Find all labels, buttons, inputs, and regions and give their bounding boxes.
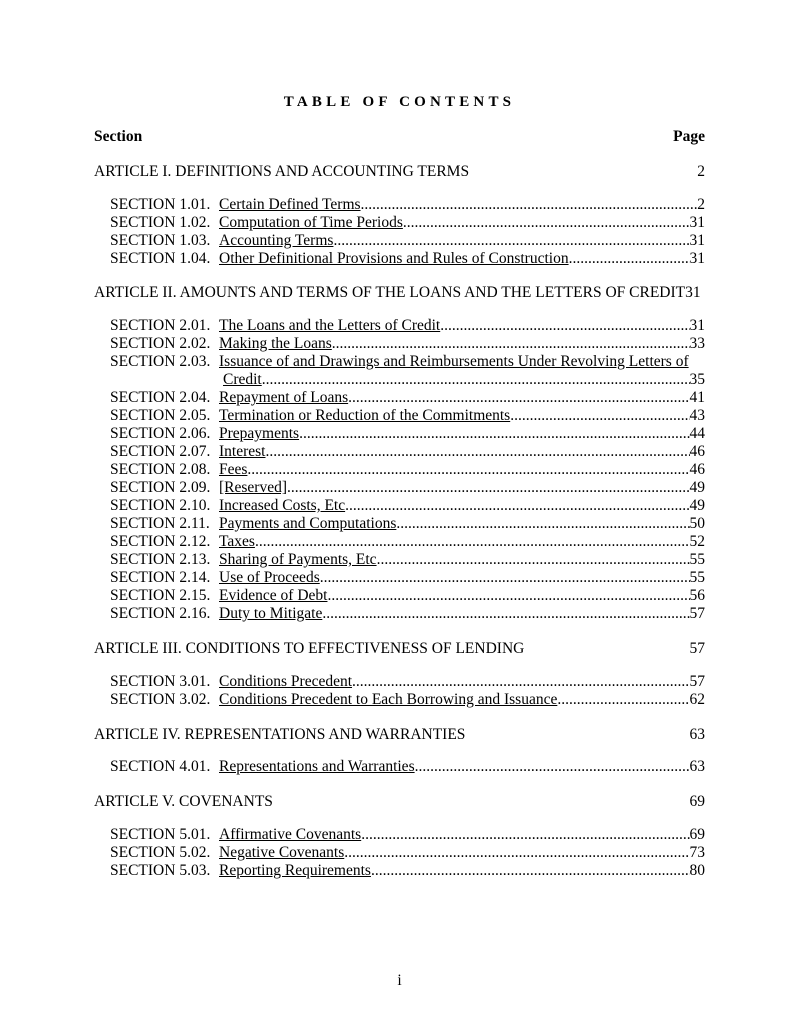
section-number: SECTION 2.05. (110, 407, 211, 424)
dot-leader (251, 461, 689, 479)
section-title-link[interactable]: Termination or Reduction of the Commitments (219, 407, 511, 424)
section-title-link[interactable]: Conditions Precedent (219, 673, 353, 690)
section-number: SECTION 2.01. (110, 317, 211, 334)
toc-entry[interactable] (110, 353, 705, 371)
dot-leader (400, 515, 689, 533)
toc-entry[interactable] (110, 533, 705, 551)
article-heading[interactable] (94, 162, 705, 181)
section-page: 57 (689, 673, 705, 690)
dot-leader (510, 407, 689, 425)
toc-entry[interactable] (110, 425, 705, 443)
section-trail: . (396, 515, 401, 532)
article-page: 69 (689, 793, 705, 810)
section-title-link[interactable]: Accounting Terms (219, 232, 334, 249)
section-number: SECTION 2.14. (110, 569, 211, 586)
dot-leader (561, 691, 689, 709)
section-title-link[interactable]: Sharing of Payments, Etc (219, 551, 377, 568)
section-page: 31 (689, 317, 705, 334)
toc-entry[interactable] (110, 844, 705, 862)
section-trail: . (352, 673, 356, 690)
dot-leader (361, 826, 689, 844)
section-title-link[interactable]: Negative Covenants (219, 844, 345, 861)
section-trail: . (568, 250, 573, 267)
article-heading[interactable] (94, 792, 705, 811)
page-number: i (397, 972, 402, 989)
section-title-link[interactable]: Duty to Mitigate (219, 605, 323, 622)
section-page: 35 (689, 371, 705, 388)
dot-leader (361, 196, 698, 214)
section-title-link[interactable]: Increased Costs, Etc (219, 497, 346, 514)
section-number: SECTION 4.01. (110, 758, 211, 775)
section-number: SECTION 2.10. (110, 497, 211, 514)
toc-entry[interactable] (110, 691, 705, 709)
dot-leader (320, 569, 690, 587)
section-number: SECTION 2.04. (110, 389, 211, 406)
section-number: SECTION 2.06. (110, 425, 211, 442)
toc-entry[interactable] (110, 587, 705, 605)
article-title: ARTICLE III. CONDITIONS TO EFFECTIVENESS OF LENDING (94, 640, 525, 657)
toc-entry[interactable] (110, 515, 705, 533)
toc-entry-continuation[interactable] (219, 371, 705, 389)
toc-entry[interactable] (110, 758, 705, 776)
page-title: TABLE OF CONTENTS (283, 94, 516, 110)
dot-leader (403, 214, 690, 232)
article-page: 2 (697, 163, 705, 180)
section-title-link[interactable]: Use of Proceeds (219, 569, 320, 586)
section-title-link[interactable]: Interest (219, 443, 266, 460)
toc-entry[interactable] (110, 497, 705, 515)
section-title-link[interactable]: Evidence of Debt (219, 587, 328, 604)
toc-entry[interactable] (110, 826, 705, 844)
section-page: 2 (697, 196, 705, 213)
section-page: 62 (689, 691, 705, 708)
toc-entry[interactable] (110, 407, 705, 425)
section-title-link[interactable]: Representations and Warranties (219, 758, 415, 775)
toc-entry[interactable] (110, 317, 705, 335)
toc-entry[interactable] (110, 862, 705, 880)
toc-entry[interactable] (110, 196, 705, 214)
section-number: SECTION 1.04. (110, 250, 211, 267)
toc-entry[interactable] (110, 250, 705, 268)
section-page: 80 (689, 862, 705, 879)
section-number: SECTION 2.11. (110, 515, 210, 532)
section-title-link[interactable]: Taxes (219, 533, 255, 550)
section-page: 56 (689, 587, 705, 604)
toc-entry[interactable] (110, 605, 705, 623)
article-heading[interactable] (94, 639, 705, 658)
dot-leader (265, 443, 689, 461)
toc-entry[interactable] (110, 461, 705, 479)
section-page: 55 (689, 569, 705, 586)
section-title-link[interactable]: Certain Defined Terms (219, 196, 361, 213)
section-number: SECTION 2.13. (110, 551, 211, 568)
section-number: SECTION 2.15. (110, 587, 211, 604)
section-page: 63 (689, 758, 705, 775)
article-page: 57 (689, 640, 705, 657)
toc-entry[interactable] (110, 569, 705, 587)
section-number: SECTION 2.09. (110, 479, 211, 496)
article-title: ARTICLE V. COVENANTS (94, 793, 273, 810)
section-trail: . (348, 389, 353, 406)
section-number: SECTION 5.01. (110, 826, 211, 843)
dot-leader (327, 587, 689, 605)
toc-entry[interactable] (110, 232, 705, 250)
section-number: SECTION 2.02. (110, 335, 211, 352)
dot-leader (348, 844, 689, 862)
section-title-link[interactable]: Fees (219, 461, 248, 478)
section-number: SECTION 2.08. (110, 461, 211, 478)
article-heading[interactable] (94, 725, 705, 744)
dot-leader (262, 371, 690, 389)
page-column-header: Page (673, 128, 705, 145)
section-trail: . (370, 862, 375, 879)
dot-leader (255, 533, 690, 551)
section-number: SECTION 2.03. (110, 353, 211, 370)
section-page: 31 (689, 232, 705, 249)
dot-leader (287, 479, 690, 497)
section-number: SECTION 5.03. (110, 862, 211, 879)
toc-entry[interactable] (110, 335, 705, 353)
section-trail: . (557, 691, 562, 708)
section-number: SECTION 3.02. (110, 691, 211, 708)
toc-entry[interactable] (110, 673, 705, 691)
section-number: SECTION 5.02. (110, 844, 211, 861)
section-number: SECTION 1.01. (110, 196, 211, 213)
dot-leader (299, 425, 689, 443)
article-title: ARTICLE IV. REPRESENTATIONS AND WARRANTIES (94, 726, 466, 743)
section-title-link[interactable]: Prepayments (219, 425, 300, 442)
toc-entry[interactable] (110, 389, 705, 407)
section-number: SECTION 2.12. (110, 533, 211, 550)
section-number: SECTION 2.16. (110, 605, 211, 622)
section-title-link[interactable]: Conditions Precedent to Each Borrowing and Issuance (219, 691, 558, 708)
section-title-link[interactable]: [Reserved] (219, 479, 287, 496)
dot-leader (345, 497, 689, 515)
section-title-link[interactable]: Computation of Time Periods (219, 214, 403, 231)
section-trail: . (344, 844, 349, 861)
section-number: SECTION 1.02. (110, 214, 211, 231)
toc-entry[interactable] (110, 443, 705, 461)
section-title-link[interactable]: Repayment of Loans (219, 389, 349, 406)
toc-entry[interactable] (110, 214, 705, 232)
section-number: SECTION 3.01. (110, 673, 211, 690)
section-page: 46 (689, 461, 705, 478)
section-title-link[interactable]: Credit (223, 371, 262, 388)
section-column-header: Section (94, 128, 143, 145)
section-page: 44 (689, 425, 705, 442)
article-title: ARTICLE I. DEFINITIONS AND ACCOUNTING TERMS (94, 163, 470, 180)
article-page: 63 (689, 726, 705, 743)
section-title-link[interactable]: Payments and Computations (219, 515, 397, 532)
section-page: 46 (689, 443, 705, 460)
section-number: SECTION 1.03. (110, 232, 211, 249)
dot-leader (375, 862, 690, 880)
section-page: 55 (689, 551, 705, 568)
section-page: 50 (689, 515, 705, 532)
dot-leader (444, 317, 689, 335)
section-page: 31 (689, 214, 705, 231)
section-page: 31 (689, 250, 705, 267)
section-page: 43 (689, 407, 705, 424)
toc-entry[interactable] (110, 479, 705, 497)
section-title-link[interactable]: Issuance of and Drawings and Reimbursements Under Revolving Letters of (219, 353, 689, 370)
dot-leader (356, 673, 690, 691)
dot-leader (572, 250, 689, 268)
section-page: 52 (689, 533, 705, 550)
section-page: 33 (689, 335, 705, 352)
dot-leader (352, 389, 689, 407)
section-title-link[interactable]: Making the Loans (219, 335, 332, 352)
section-page: 49 (689, 497, 705, 514)
section-page: 41 (689, 389, 705, 406)
dot-leader (332, 335, 690, 353)
section-title-link[interactable]: Other Definitional Provisions and Rules of Construction (219, 250, 569, 267)
dot-leader (377, 551, 690, 569)
section-number: SECTION 2.07. (110, 443, 211, 460)
article-title: ARTICLE II. AMOUNTS AND TERMS OF THE LOANS AND THE LETTERS OF CREDIT31 (94, 284, 701, 301)
section-page: 57 (689, 605, 705, 622)
dot-leader (415, 758, 690, 776)
section-title-link[interactable]: Affirmative Covenants (219, 826, 362, 843)
section-page: 69 (689, 826, 705, 843)
section-page: 49 (689, 479, 705, 496)
dot-leader (322, 605, 689, 623)
section-trail: . (440, 317, 445, 334)
section-page: 73 (689, 844, 705, 861)
dot-leader (333, 232, 689, 250)
section-title-link[interactable]: The Loans and the Letters of Credit (219, 317, 441, 334)
toc-entry[interactable] (110, 551, 705, 569)
section-trail: . (247, 461, 252, 478)
section-title-link[interactable]: Reporting Requirements (219, 862, 371, 879)
article-heading[interactable] (94, 283, 705, 302)
